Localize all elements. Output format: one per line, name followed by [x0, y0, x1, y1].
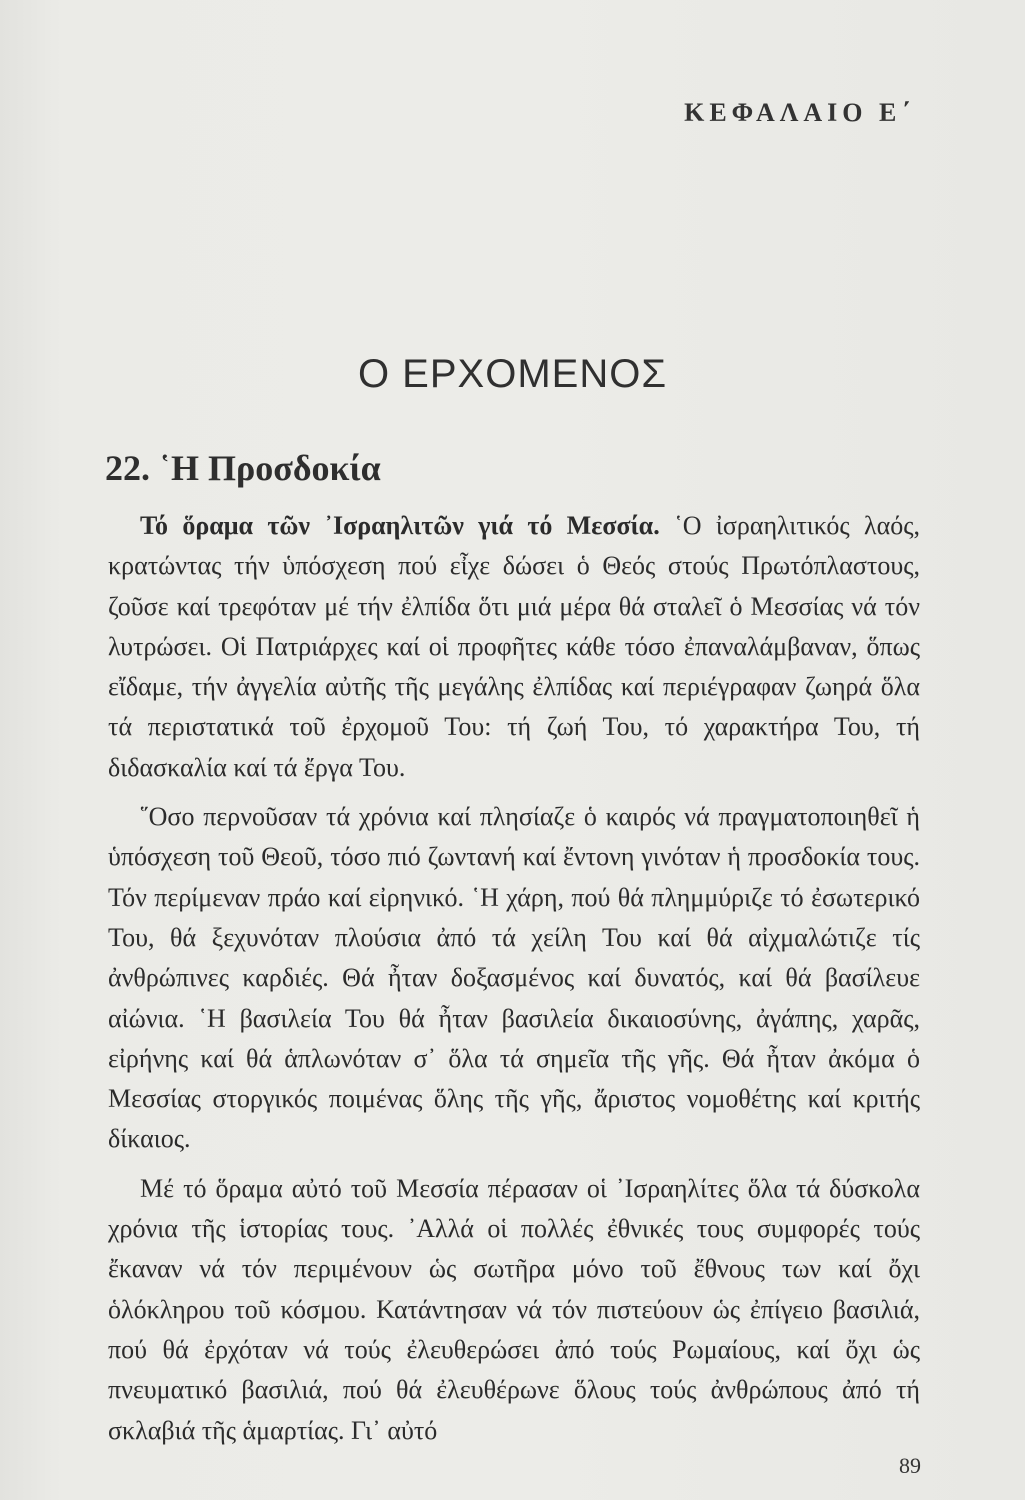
paragraph-lead: Τό ὅραμα τῶν ᾽Ισραηλιτῶν γιά τό Μεσσία.	[140, 511, 660, 540]
paragraph-2: ῞Οσο περνοῦσαν τά χρόνια καί πλησίαζε ὁ καιρός νά πραγματοποιηθεῖ ἡ ὑπόσχεση τοῦ Θεοῦ, τόσο πιό ζωντανή καί ἔντονη γινόταν ἡ προσδοκία τους. Τόν περίμεναν πράο καί εἰρηνικό. ῾Η χάρη, πού θά πλημμύριζε τό ἐσωτερικό Του, θά ξεχυνόταν πλούσια ἀπό τά χείλη Του καί θά αἰχμαλώτιζε τίς ἀνθρώπινες καρδιές. Θά ἦταν δοξασμένος καί δυνατός, καί θά βασίλευε αἰώνια. ῾Η βασιλεία Του θά ἦταν βασιλεία δικαιοσύνης, ἀγάπης, χαρᾶς, εἰρήνης καί θά ἁπλωνόταν σ᾽ ὅλα τά σημεῖα τῆς γῆς. Θά ἦταν ἀκόμα ὁ Μεσσίας στοργικός ποιμένας ὅλης τῆς γῆς, ἄριστος νομοθέτης καί κριτής δίκαιος.	[108, 802, 920, 1154]
paragraph-3: Μέ τό ὅραμα αὐτό τοῦ Μεσσία πέρασαν οἱ ᾽Ισραηλίτες ὅλα τά δύσκολα χρόνια τῆς ἱστορίας τους. ᾽Αλλά οἱ πολλές ἐθνικές τους συμφορές τούς ἔκαναν νά τόν περιμένουν ὡς σωτῆρα μόνο τοῦ ἔθνους των καί ὄχι ὁλόκληρου τοῦ κόσμου. Κατάντησαν νά τόν πιστεύουν ὡς ἐπίγειο βασιλιά, πού θά ἐρχόταν νά τούς ἐλευθερώσει ἀπό τούς Ρωμαίους, καί ὄχι ὡς πνευματικό βασιλιά, πού θά ἐλευθέρωνε ὅλους τούς ἀνθρώπους ἀπό τή σκλαβιά τῆς ἁμαρτίας. Γι᾽ αὐτό	[108, 1173, 920, 1445]
page-number: 89	[899, 1453, 921, 1478]
paragraph-1-text: ῾Ο ἰσραηλιτικός λαός, κρατώντας τήν ὑπόσχεση πού εἶχε δώσει ὁ Θεός στούς Πρωτόπλαστους, ζοῦσε καί τρεφόταν μέ τήν ἐλπίδα ὅτι μιά μέρα θά σταλεῖ ὁ Μεσσίας νά τόν λυτρώσει. Οἱ Πατριάρχες καί οἱ προφῆτες κάθε τόσο ἐπαναλάμβαναν, ὅπως εἴδαμε, τήν ἀγγελία αὐτῆς τῆς μεγάλης ἐλπίδας καί περιέγραφαν ζωηρά ὅλα τά περιστατικά τοῦ ἐρχομοῦ Του: τή ζωή Του, τό χαρακτήρα Του, τή διδασκαλία καί τά ἔργα Του.	[108, 511, 920, 782]
paragraph-1	[108, 506, 920, 788]
section-title: 22. ῾Η Προσδοκία	[105, 448, 381, 488]
part-title: Ο ΕΡΧΟΜΕΝΟΣ	[357, 352, 668, 396]
chapter-heading: ΚΕΦΑΛΑΙΟ Ε΄	[684, 98, 915, 127]
body-text	[108, 506, 920, 1460]
